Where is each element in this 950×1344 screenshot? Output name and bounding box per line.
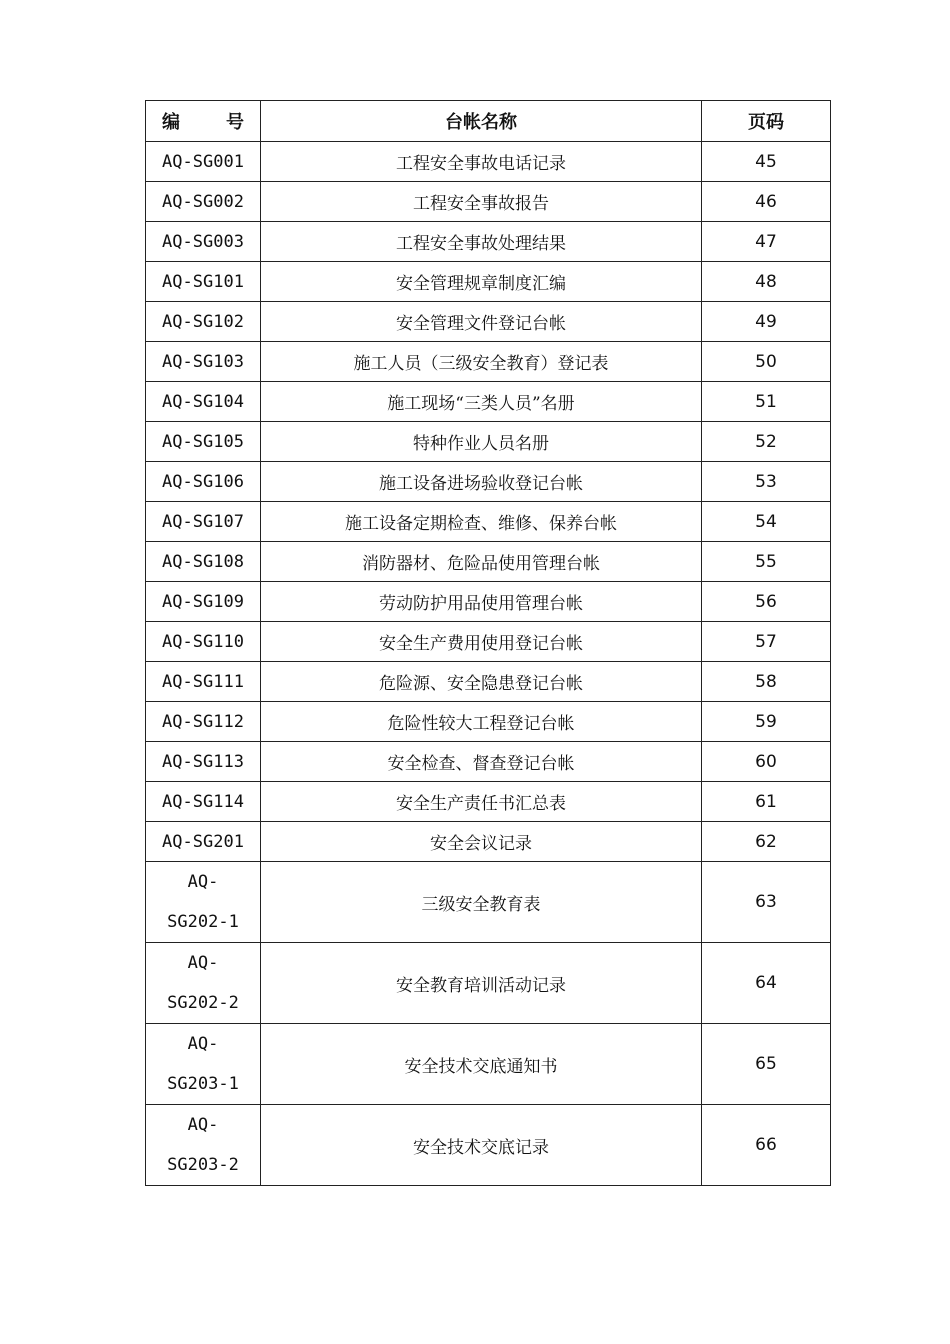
table-row bbox=[146, 1105, 831, 1186]
row-code bbox=[146, 1024, 261, 1105]
row-page: 59 bbox=[702, 702, 831, 742]
table-row bbox=[146, 342, 831, 382]
row-code: AQ-SG002 bbox=[146, 182, 261, 222]
row-page: 52 bbox=[702, 422, 831, 462]
row-name: 工程安全事故电话记录 bbox=[261, 142, 702, 182]
table-row bbox=[146, 822, 831, 862]
table-header bbox=[146, 101, 831, 142]
row-name: 安全检查、督查登记台帐 bbox=[261, 742, 702, 782]
row-name: 劳动防护用品使用管理台帐 bbox=[261, 582, 702, 622]
row-code-line2: SG202-1 bbox=[167, 912, 239, 932]
table-row bbox=[146, 542, 831, 582]
row-page: 57 bbox=[702, 622, 831, 662]
row-name: 特种作业人员名册 bbox=[261, 422, 702, 462]
table-row bbox=[146, 142, 831, 182]
row-code-line1: AQ- bbox=[187, 872, 219, 892]
row-page: 65 bbox=[702, 1024, 831, 1105]
row-code: AQ-SG106 bbox=[146, 462, 261, 502]
row-page: 53 bbox=[702, 462, 831, 502]
row-name: 安全技术交底通知书 bbox=[261, 1024, 702, 1105]
row-code-line2: SG203-2 bbox=[167, 1155, 239, 1175]
row-code-line1: AQ- bbox=[187, 1115, 219, 1135]
row-code-line1: AQ- bbox=[187, 953, 219, 973]
row-code: AQ-SG114 bbox=[146, 782, 261, 822]
row-page: 54 bbox=[702, 502, 831, 542]
row-name: 施工人员（三级安全教育）登记表 bbox=[261, 342, 702, 382]
header-code-part2: 号 bbox=[226, 112, 244, 133]
row-page: 63 bbox=[702, 862, 831, 943]
row-name: 消防器材、危险品使用管理台帐 bbox=[261, 542, 702, 582]
row-page: 55 bbox=[702, 542, 831, 582]
row-name: 危险源、安全隐患登记台帐 bbox=[261, 662, 702, 702]
row-page: 56 bbox=[702, 582, 831, 622]
row-code: AQ-SG110 bbox=[146, 622, 261, 662]
row-name: 安全生产费用使用登记台帐 bbox=[261, 622, 702, 662]
table-row bbox=[146, 222, 831, 262]
table-row bbox=[146, 382, 831, 422]
row-code: AQ-SG201 bbox=[146, 822, 261, 862]
row-code: AQ-SG103 bbox=[146, 342, 261, 382]
row-page: 66 bbox=[702, 1105, 831, 1186]
row-page: 61 bbox=[702, 782, 831, 822]
row-name: 安全管理规章制度汇编 bbox=[261, 262, 702, 302]
ledger-index-table bbox=[145, 100, 831, 1186]
row-code bbox=[146, 943, 261, 1024]
row-code bbox=[146, 862, 261, 943]
row-name: 施工设备定期检查、维修、保养台帐 bbox=[261, 502, 702, 542]
table-row bbox=[146, 622, 831, 662]
table-row bbox=[146, 1024, 831, 1105]
row-page: 60 bbox=[702, 742, 831, 782]
row-code-line2: SG203-1 bbox=[167, 1074, 239, 1094]
table-row bbox=[146, 302, 831, 342]
row-name: 安全管理文件登记台帐 bbox=[261, 302, 702, 342]
row-page: 46 bbox=[702, 182, 831, 222]
table-row bbox=[146, 262, 831, 302]
row-code: AQ-SG101 bbox=[146, 262, 261, 302]
row-name: 工程安全事故报告 bbox=[261, 182, 702, 222]
header-name: 台帐名称 bbox=[261, 101, 702, 142]
row-name: 危险性较大工程登记台帐 bbox=[261, 702, 702, 742]
row-page: 64 bbox=[702, 943, 831, 1024]
row-page: 51 bbox=[702, 382, 831, 422]
row-name: 安全生产责任书汇总表 bbox=[261, 782, 702, 822]
table-row bbox=[146, 462, 831, 502]
row-page: 47 bbox=[702, 222, 831, 262]
table-row bbox=[146, 862, 831, 943]
row-page: 62 bbox=[702, 822, 831, 862]
row-code: AQ-SG112 bbox=[146, 702, 261, 742]
table-row bbox=[146, 582, 831, 622]
row-code bbox=[146, 1105, 261, 1186]
row-page: 49 bbox=[702, 302, 831, 342]
header-row bbox=[146, 101, 831, 142]
row-name: 三级安全教育表 bbox=[261, 862, 702, 943]
row-name: 施工设备进场验收登记台帐 bbox=[261, 462, 702, 502]
table-row bbox=[146, 742, 831, 782]
table-row bbox=[146, 502, 831, 542]
row-name: 工程安全事故处理结果 bbox=[261, 222, 702, 262]
table-row bbox=[146, 182, 831, 222]
header-page: 页码 bbox=[702, 101, 831, 142]
table-row bbox=[146, 943, 831, 1024]
table-row bbox=[146, 422, 831, 462]
table-row bbox=[146, 782, 831, 822]
row-code: AQ-SG105 bbox=[146, 422, 261, 462]
row-code: AQ-SG108 bbox=[146, 542, 261, 582]
table-row bbox=[146, 662, 831, 702]
header-code bbox=[146, 101, 261, 142]
row-code: AQ-SG104 bbox=[146, 382, 261, 422]
row-code: AQ-SG102 bbox=[146, 302, 261, 342]
row-name: 安全教育培训活动记录 bbox=[261, 943, 702, 1024]
row-code: AQ-SG003 bbox=[146, 222, 261, 262]
row-code: AQ-SG001 bbox=[146, 142, 261, 182]
row-code: AQ-SG107 bbox=[146, 502, 261, 542]
row-code: AQ-SG113 bbox=[146, 742, 261, 782]
row-name: 安全会议记录 bbox=[261, 822, 702, 862]
row-page: 48 bbox=[702, 262, 831, 302]
row-page: 58 bbox=[702, 662, 831, 702]
table-body bbox=[146, 142, 831, 1186]
row-name: 安全技术交底记录 bbox=[261, 1105, 702, 1186]
row-page: 45 bbox=[702, 142, 831, 182]
table-row bbox=[146, 702, 831, 742]
row-code-line2: SG202-2 bbox=[167, 993, 239, 1013]
row-code-line1: AQ- bbox=[187, 1034, 219, 1054]
row-code: AQ-SG109 bbox=[146, 582, 261, 622]
row-code: AQ-SG111 bbox=[146, 662, 261, 702]
row-page: 50 bbox=[702, 342, 831, 382]
row-name: 施工现场“三类人员”名册 bbox=[261, 382, 702, 422]
header-code-part1: 编 bbox=[162, 112, 180, 133]
